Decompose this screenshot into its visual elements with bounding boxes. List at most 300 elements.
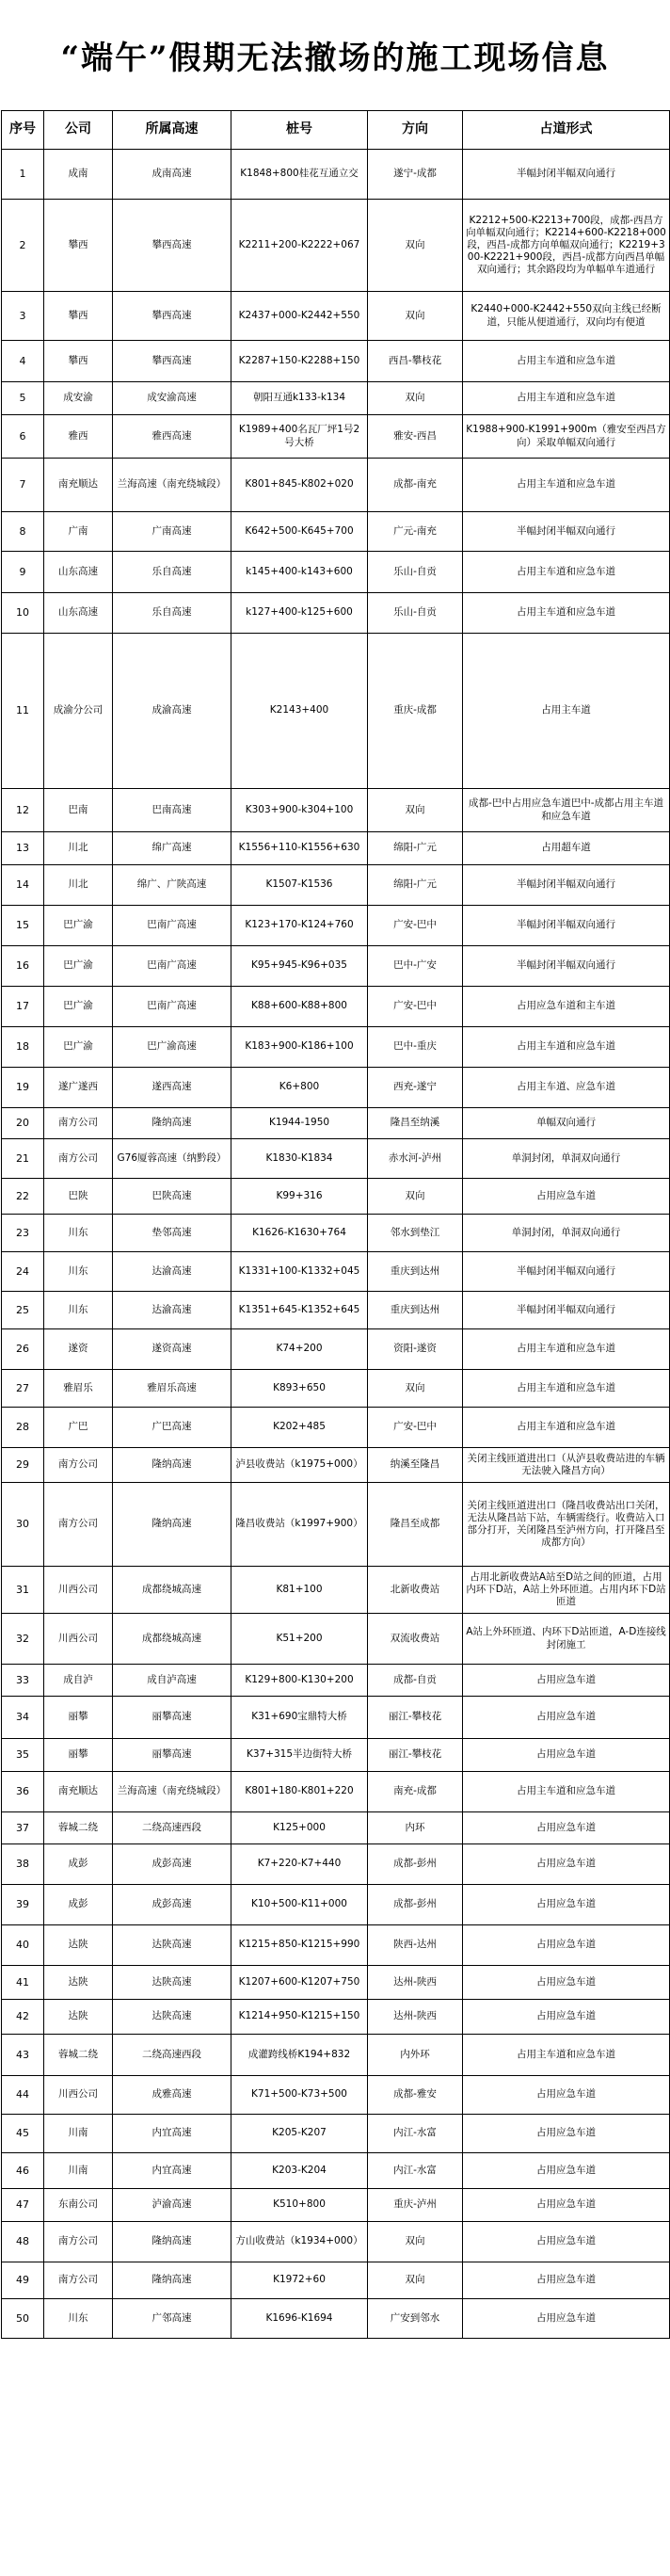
row-stake: K51+200 (231, 1614, 368, 1665)
row-stake: K123+170-K124+760 (231, 906, 368, 946)
table-row (2, 593, 670, 634)
row-occupy: 占用应急车道 (463, 1925, 670, 1966)
row-company: 南方公司 (44, 1448, 113, 1483)
row-occupy: 半幅封闭半幅双向通行 (463, 946, 670, 987)
row-company: 巴广渝 (44, 987, 113, 1027)
row-direction: 双向 (368, 1179, 463, 1215)
row-company: 丽攀 (44, 1739, 113, 1772)
row-highway: 乐自高速 (113, 552, 231, 593)
row-occupy: 占用主车道和应急车道 (463, 341, 670, 382)
row-occupy: 关闭主线匝道进出口（隆昌收费站出口关闭，无法从隆昌站下站，车辆需绕行。收费站入口部分打开，关闭隆昌至泸州方向，打开隆昌至成都方向） (463, 1483, 670, 1567)
row-highway: 达渝高速 (113, 1252, 231, 1292)
row-company: 达陕 (44, 2000, 113, 2035)
row-stake: K1989+400名瓦厂坪1号2号大桥 (231, 415, 368, 459)
table-row (2, 1252, 670, 1292)
row-occupy: 占用应急车道 (463, 1697, 670, 1739)
row-highway: 成都绕城高速 (113, 1567, 231, 1614)
row-company: 南方公司 (44, 2262, 113, 2299)
row-no: 48 (2, 2222, 44, 2262)
row-company: 川南 (44, 2115, 113, 2153)
row-no: 23 (2, 1215, 44, 1252)
row-stake: K1207+600-K1207+750 (231, 1966, 368, 2000)
row-highway: 巴陕高速 (113, 1179, 231, 1215)
row-no: 8 (2, 512, 44, 552)
table-row (2, 789, 670, 832)
row-highway: 兰海高速（南充绕城段） (113, 459, 231, 512)
row-no: 43 (2, 2035, 44, 2076)
row-stake: K801+845-K802+020 (231, 459, 368, 512)
row-company: 川东 (44, 1252, 113, 1292)
row-direction: 纳溪至隆昌 (368, 1448, 463, 1483)
row-no: 31 (2, 1567, 44, 1614)
row-company: 山东高速 (44, 552, 113, 593)
row-highway: 成南高速 (113, 150, 231, 200)
row-highway: 巴南广高速 (113, 946, 231, 987)
table-row (2, 552, 670, 593)
row-no: 37 (2, 1812, 44, 1844)
row-no: 26 (2, 1329, 44, 1370)
row-no: 15 (2, 906, 44, 946)
row-direction: 广安-巴中 (368, 987, 463, 1027)
row-occupy: 占用应急车道 (463, 1885, 670, 1925)
row-company: 遂资 (44, 1329, 113, 1370)
row-occupy: 占用主车道和应急车道 (463, 382, 670, 415)
row-direction: 广安到邻水 (368, 2299, 463, 2339)
row-direction: 成都-自贡 (368, 1665, 463, 1697)
row-no: 27 (2, 1370, 44, 1408)
row-occupy: 半幅封闭半幅双向通行 (463, 865, 670, 906)
row-stake: K99+316 (231, 1179, 368, 1215)
row-highway: 广巴高速 (113, 1408, 231, 1448)
table-row (2, 292, 670, 341)
row-direction: 达州-陕西 (368, 1966, 463, 2000)
row-stake: 隆昌收费站（k1997+900） (231, 1483, 368, 1567)
row-highway: 成自泸高速 (113, 1665, 231, 1697)
row-highway: 广南高速 (113, 512, 231, 552)
row-no: 45 (2, 2115, 44, 2153)
row-highway: 隆纳高速 (113, 1483, 231, 1567)
header-no: 序号 (2, 111, 44, 150)
row-company: 丽攀 (44, 1697, 113, 1739)
row-stake: K801+180-K801+220 (231, 1772, 368, 1812)
row-occupy: 半幅封闭半幅双向通行 (463, 150, 670, 200)
row-stake: K125+000 (231, 1812, 368, 1844)
row-occupy: 占用主车道和应急车道 (463, 459, 670, 512)
table-body (2, 150, 670, 2339)
row-direction: 广安-巴中 (368, 1408, 463, 1448)
table-row (2, 634, 670, 789)
row-highway: 丽攀高速 (113, 1739, 231, 1772)
table-row (2, 341, 670, 382)
row-direction: 双流收费站 (368, 1614, 463, 1665)
row-occupy: K2440+000-K2442+550双向主线已经断道，只能从便道通行，双向均有便道 (463, 292, 670, 341)
row-no: 33 (2, 1665, 44, 1697)
row-occupy: 占用应急车道 (463, 2189, 670, 2222)
row-direction: 双向 (368, 2262, 463, 2299)
row-occupy: 占用应急车道 (463, 2076, 670, 2115)
row-occupy: 半幅封闭半幅双向通行 (463, 906, 670, 946)
row-stake: K1214+950-K1215+150 (231, 2000, 368, 2035)
row-no: 28 (2, 1408, 44, 1448)
row-direction: 丽江-攀枝花 (368, 1697, 463, 1739)
row-highway: 达陕高速 (113, 1925, 231, 1966)
row-stake: K205-K207 (231, 2115, 368, 2153)
row-stake: K183+900-K186+100 (231, 1027, 368, 1068)
row-direction: 广元-南充 (368, 512, 463, 552)
row-highway: 成安渝高速 (113, 382, 231, 415)
row-direction: 内江-水富 (368, 2153, 463, 2189)
row-highway: 广邻高速 (113, 2299, 231, 2339)
row-no: 49 (2, 2262, 44, 2299)
row-stake: K7+220-K7+440 (231, 1844, 368, 1885)
row-occupy: 占用主车道和应急车道 (463, 1772, 670, 1812)
row-highway: 成都绕城高速 (113, 1614, 231, 1665)
row-occupy: 占用应急车道和主车道 (463, 987, 670, 1027)
row-direction: 双向 (368, 789, 463, 832)
row-occupy: 占用主车道和应急车道 (463, 1329, 670, 1370)
row-company: 川北 (44, 865, 113, 906)
row-occupy: 占用北新收费站A站至D站之间的匝道，占用内环下D站，A站上外环匝道。占用内环下D站匝道 (463, 1567, 670, 1614)
row-direction: 巴中-重庆 (368, 1027, 463, 1068)
table-row (2, 2000, 670, 2035)
table-row (2, 1697, 670, 1739)
row-occupy: 占用超车道 (463, 832, 670, 865)
table-row (2, 1215, 670, 1252)
row-no: 10 (2, 593, 44, 634)
row-company: 成彭 (44, 1885, 113, 1925)
row-direction: 双向 (368, 2222, 463, 2262)
table-row (2, 1408, 670, 1448)
row-stake: 朝阳互通k133-k134 (231, 382, 368, 415)
row-highway: 成渝高速 (113, 634, 231, 789)
row-no: 44 (2, 2076, 44, 2115)
row-occupy: 半幅封闭半幅双向通行 (463, 512, 670, 552)
row-no: 36 (2, 1772, 44, 1812)
row-highway: 隆纳高速 (113, 2262, 231, 2299)
row-occupy: 成都-巴中占用应急车道巴中-成都占用主车道和应急车道 (463, 789, 670, 832)
row-highway: 乐自高速 (113, 593, 231, 634)
row-no: 3 (2, 292, 44, 341)
table-row (2, 1027, 670, 1068)
table-row (2, 1966, 670, 2000)
row-stake: k145+400-k143+600 (231, 552, 368, 593)
table-row (2, 1483, 670, 1567)
row-stake: K10+500-K11+000 (231, 1885, 368, 1925)
row-stake: K2211+200-K2222+067 (231, 200, 368, 292)
header-occupy: 占道形式 (463, 111, 670, 150)
table-row (2, 1329, 670, 1370)
row-stake: K1944-1950 (231, 1108, 368, 1139)
row-direction: 遂宁-成都 (368, 150, 463, 200)
row-no: 35 (2, 1739, 44, 1772)
row-stake: K37+315半边街特大桥 (231, 1739, 368, 1772)
row-occupy: 占用主车道和应急车道 (463, 1370, 670, 1408)
header-direction: 方向 (368, 111, 463, 150)
row-occupy: K1988+900-K1991+900m（雅安至西昌方向）采取单幅双向通行 (463, 415, 670, 459)
row-company: 山东高速 (44, 593, 113, 634)
row-direction: 达州-陕西 (368, 2000, 463, 2035)
row-no: 30 (2, 1483, 44, 1567)
row-stake: K81+100 (231, 1567, 368, 1614)
row-stake: K510+800 (231, 2189, 368, 2222)
row-occupy: 占用应急车道 (463, 2153, 670, 2189)
row-no: 1 (2, 150, 44, 200)
table-row (2, 2189, 670, 2222)
row-company: 川东 (44, 2299, 113, 2339)
row-company: 雅眉乐 (44, 1370, 113, 1408)
table-row (2, 1179, 670, 1215)
row-company: 遂广遂西 (44, 1068, 113, 1108)
table-row (2, 1925, 670, 1966)
row-company: 南方公司 (44, 1139, 113, 1179)
row-highway: 巴南高速 (113, 789, 231, 832)
row-direction: 南充-成都 (368, 1772, 463, 1812)
row-company: 成渝分公司 (44, 634, 113, 789)
row-no: 47 (2, 2189, 44, 2222)
table-row (2, 1567, 670, 1614)
row-no: 9 (2, 552, 44, 593)
table-row (2, 2076, 670, 2115)
row-stake: 方山收费站（k1934+000） (231, 2222, 368, 2262)
row-highway: 达陕高速 (113, 1966, 231, 2000)
row-occupy: 占用应急车道 (463, 2299, 670, 2339)
row-company: 南方公司 (44, 1483, 113, 1567)
row-direction: 成都-彭州 (368, 1885, 463, 1925)
row-occupy: 单幅双向通行 (463, 1108, 670, 1139)
table-row (2, 2035, 670, 2076)
row-direction: 乐山-自贡 (368, 552, 463, 593)
row-no: 6 (2, 415, 44, 459)
table-row (2, 1614, 670, 1665)
row-stake: K1972+60 (231, 2262, 368, 2299)
row-occupy: 占用主车道和应急车道 (463, 1408, 670, 1448)
row-company: 成自泸 (44, 1665, 113, 1697)
row-stake: K203-K204 (231, 2153, 368, 2189)
row-direction: 西昌-攀枝花 (368, 341, 463, 382)
table-row (2, 987, 670, 1027)
row-stake: K1830-K1834 (231, 1139, 368, 1179)
row-stake: K88+600-K88+800 (231, 987, 368, 1027)
row-occupy: 占用应急车道 (463, 2222, 670, 2262)
row-no: 32 (2, 1614, 44, 1665)
row-highway: 丽攀高速 (113, 1697, 231, 1739)
row-occupy: 单洞封闭，单洞双向通行 (463, 1215, 670, 1252)
row-highway: 遂西高速 (113, 1068, 231, 1108)
row-highway: 攀西高速 (113, 341, 231, 382)
row-highway: 泸渝高速 (113, 2189, 231, 2222)
row-highway: 遂资高速 (113, 1329, 231, 1370)
row-highway: 二绕高速西段 (113, 2035, 231, 2076)
row-no: 18 (2, 1027, 44, 1068)
row-highway: 达陕高速 (113, 2000, 231, 2035)
row-stake: K303+900-k304+100 (231, 789, 368, 832)
table-row (2, 2222, 670, 2262)
row-company: 南方公司 (44, 2222, 113, 2262)
row-direction: 重庆-成都 (368, 634, 463, 789)
table-row (2, 1772, 670, 1812)
row-stake: K95+945-K96+035 (231, 946, 368, 987)
table-row (2, 1448, 670, 1483)
row-occupy: 占用主车道和应急车道 (463, 593, 670, 634)
row-occupy: 占用主车道、应急车道 (463, 1068, 670, 1108)
row-occupy: 占用主车道和应急车道 (463, 552, 670, 593)
row-stake: K1351+645-K1352+645 (231, 1292, 368, 1329)
row-highway: 雅眉乐高速 (113, 1370, 231, 1408)
row-direction: 内江-水富 (368, 2115, 463, 2153)
row-stake: K1215+850-K1215+990 (231, 1925, 368, 1966)
table-row (2, 1370, 670, 1408)
row-highway: 兰海高速（南充绕城段） (113, 1772, 231, 1812)
row-occupy: 占用应急车道 (463, 1665, 670, 1697)
row-direction: 巴中-广安 (368, 946, 463, 987)
row-company: 达陕 (44, 1925, 113, 1966)
row-stake: K642+500-K645+700 (231, 512, 368, 552)
row-no: 42 (2, 2000, 44, 2035)
row-highway: 隆纳高速 (113, 1448, 231, 1483)
row-occupy: A站上外环匝道、内环下D站匝道，A-D连接线封闭施工 (463, 1614, 670, 1665)
row-highway: 攀西高速 (113, 292, 231, 341)
row-stake: K6+800 (231, 1068, 368, 1108)
row-company: 巴南 (44, 789, 113, 832)
row-occupy: 占用应急车道 (463, 1812, 670, 1844)
row-no: 40 (2, 1925, 44, 1966)
row-direction: 成都-彭州 (368, 1844, 463, 1885)
table-row (2, 1292, 670, 1329)
row-occupy: 占用主车道和应急车道 (463, 2035, 670, 2076)
row-highway: 成雅高速 (113, 2076, 231, 2115)
row-occupy: 半幅封闭半幅双向通行 (463, 1292, 670, 1329)
row-no: 7 (2, 459, 44, 512)
table-row (2, 1885, 670, 1925)
row-no: 20 (2, 1108, 44, 1139)
row-stake: 成灌跨线桥K194+832 (231, 2035, 368, 2076)
row-highway: 巴南广高速 (113, 987, 231, 1027)
row-direction: 北新收费站 (368, 1567, 463, 1614)
row-stake: K2437+000-K2442+550 (231, 292, 368, 341)
row-no: 24 (2, 1252, 44, 1292)
row-occupy: 占用应急车道 (463, 1179, 670, 1215)
row-company: 达陕 (44, 1966, 113, 2000)
row-direction: 赤水河-泸州 (368, 1139, 463, 1179)
table-row (2, 1739, 670, 1772)
row-stake: K1507-K1536 (231, 865, 368, 906)
row-company: 川西公司 (44, 1614, 113, 1665)
row-highway: 达渝高速 (113, 1292, 231, 1329)
table-row (2, 2115, 670, 2153)
row-company: 巴广渝 (44, 906, 113, 946)
row-highway: 成彭高速 (113, 1885, 231, 1925)
row-company: 雅西 (44, 415, 113, 459)
row-direction: 邻水到垫江 (368, 1215, 463, 1252)
row-occupy: 单洞封闭，单洞双向通行 (463, 1139, 670, 1179)
table-row (2, 946, 670, 987)
row-company: 蓉城二绕 (44, 2035, 113, 2076)
row-direction: 隆昌至成都 (368, 1483, 463, 1567)
row-highway: 绵广高速 (113, 832, 231, 865)
row-company: 成彭 (44, 1844, 113, 1885)
row-occupy: 占用主车道 (463, 634, 670, 789)
row-occupy: 关闭主线匝道进出口（从泸县收费站进的车辆无法驶入隆昌方向） (463, 1448, 670, 1483)
table-row (2, 832, 670, 865)
row-direction: 资阳-遂资 (368, 1329, 463, 1370)
row-direction: 双向 (368, 382, 463, 415)
row-occupy: 半幅封闭半幅双向通行 (463, 1252, 670, 1292)
row-no: 46 (2, 2153, 44, 2189)
row-no: 41 (2, 1966, 44, 2000)
row-company: 川西公司 (44, 2076, 113, 2115)
row-highway: 巴南广高速 (113, 906, 231, 946)
construction-info-table (1, 110, 670, 2339)
row-stake: K1848+800桂花互通立交 (231, 150, 368, 200)
row-stake: K893+650 (231, 1370, 368, 1408)
row-company: 川西公司 (44, 1567, 113, 1614)
table-row (2, 865, 670, 906)
row-company: 川南 (44, 2153, 113, 2189)
page-title: “端午”假期无法撤场的施工现场信息 (60, 40, 610, 77)
row-stake: K129+800-K130+200 (231, 1665, 368, 1697)
row-occupy: 占用应急车道 (463, 2115, 670, 2153)
row-no: 11 (2, 634, 44, 789)
row-company: 南充顺达 (44, 459, 113, 512)
row-company: 川北 (44, 832, 113, 865)
table-row (2, 1665, 670, 1697)
row-no: 34 (2, 1697, 44, 1739)
row-direction: 乐山-自贡 (368, 593, 463, 634)
row-direction: 绵阳-广元 (368, 832, 463, 865)
row-stake: K74+200 (231, 1329, 368, 1370)
row-direction: 广安-巴中 (368, 906, 463, 946)
row-no: 13 (2, 832, 44, 865)
row-company: 成南 (44, 150, 113, 200)
row-highway: 成彭高速 (113, 1844, 231, 1885)
row-highway: 二绕高速西段 (113, 1812, 231, 1844)
row-company: 成安渝 (44, 382, 113, 415)
row-stake: K1626-K1630+764 (231, 1215, 368, 1252)
table-row (2, 906, 670, 946)
table-row (2, 382, 670, 415)
row-company: 南方公司 (44, 1108, 113, 1139)
row-direction: 双向 (368, 200, 463, 292)
row-company: 蓉城二绕 (44, 1812, 113, 1844)
table-row (2, 200, 670, 292)
row-no: 19 (2, 1068, 44, 1108)
row-company: 川东 (44, 1215, 113, 1252)
table-row (2, 1139, 670, 1179)
row-occupy: 占用应急车道 (463, 2262, 670, 2299)
row-company: 攀西 (44, 292, 113, 341)
row-highway: 内宜高速 (113, 2153, 231, 2189)
row-company: 攀西 (44, 200, 113, 292)
row-occupy: 占用应急车道 (463, 1739, 670, 1772)
row-direction: 陕西-达州 (368, 1925, 463, 1966)
row-no: 4 (2, 341, 44, 382)
row-stake: K1696-K1694 (231, 2299, 368, 2339)
table-row (2, 1108, 670, 1139)
row-direction: 重庆-泸州 (368, 2189, 463, 2222)
row-stake: K1331+100-K1332+045 (231, 1252, 368, 1292)
row-no: 22 (2, 1179, 44, 1215)
row-direction: 内外环 (368, 2035, 463, 2076)
table-row (2, 1812, 670, 1844)
row-company: 巴广渝 (44, 946, 113, 987)
row-highway: 内宜高速 (113, 2115, 231, 2153)
table-header-row (2, 111, 670, 150)
row-direction: 重庆到达州 (368, 1292, 463, 1329)
row-stake: 泸县收费站（k1975+000） (231, 1448, 368, 1483)
row-stake: K202+485 (231, 1408, 368, 1448)
row-stake: K2143+400 (231, 634, 368, 789)
row-company: 巴陕 (44, 1179, 113, 1215)
